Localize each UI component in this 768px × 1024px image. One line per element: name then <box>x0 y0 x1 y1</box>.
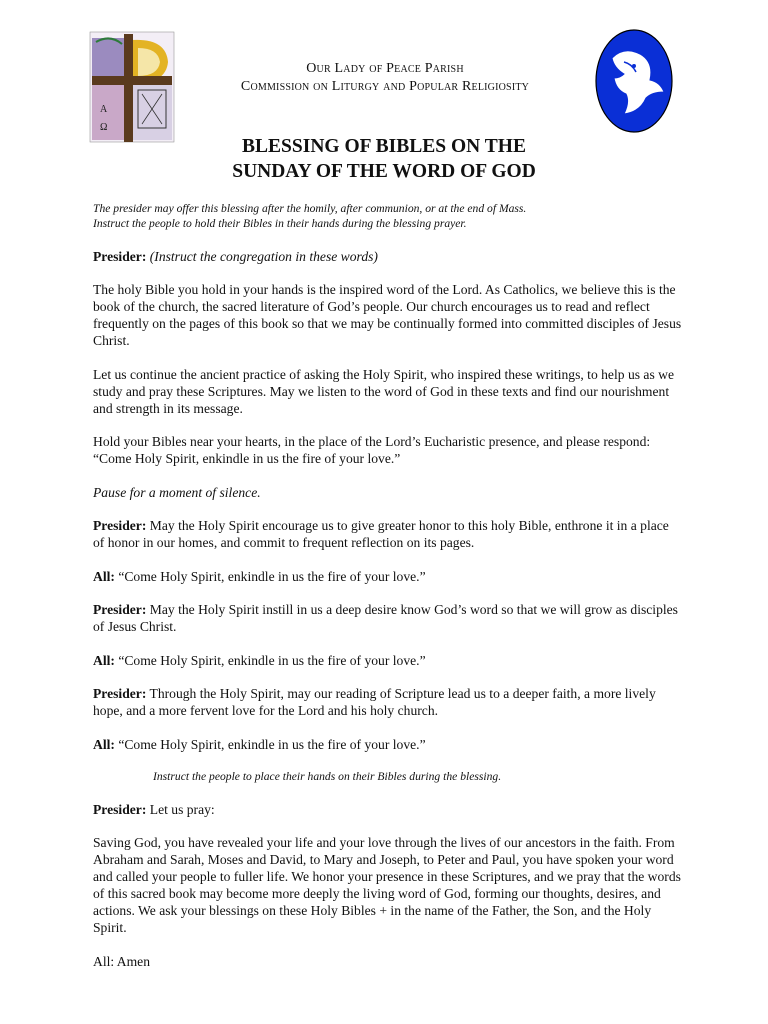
presider-label: Presider: <box>93 602 147 617</box>
alpha-letter: A <box>100 104 108 115</box>
response-3 <box>93 736 683 753</box>
blessing-rubric: Instruct the people to place their hands on their Bibles during the blessing. <box>153 770 502 783</box>
title-line-1: BLESSING OF BIBLES ON THE <box>242 136 526 157</box>
presider-label: Presider: <box>93 801 147 817</box>
parish-name: Our Lady of Peace Parish <box>306 61 464 76</box>
petition-3 <box>93 685 683 719</box>
dove-logo <box>594 28 674 134</box>
response-text: “Come Holy Spirit, enkindle in us the fire of your love.” <box>118 568 426 584</box>
commission-name: Commission on Liturgy and Popular Religiosity <box>240 79 530 94</box>
presider-instruction-line <box>93 248 683 265</box>
petition-2-text: May the Holy Spirit instill in us a deep desire know God’s word so that we will grow as disciples of Jesus Christ. <box>93 602 678 634</box>
paragraph-2: Let us continue the ancient practice of asking the Holy Spirit, who inspired these writings, to help us as we study and pray these Scriptures. May we listen to the word of God in these texts and find our nourishment and strength in its message. <box>93 366 675 416</box>
paragraph-1: The holy Bible you hold in your hands is the inspired word of the Lord. As Catholics, we believe this is the book of the church, the sacred literature of God’s people. Our church encourages us to read and reflect frequently on the pages of this book so that we may be continually formed into committed disciples of Jesus Christ. <box>93 282 682 348</box>
rubric-line-2: Instruct the people to hold their Bibles in their hands during the blessing prayer. <box>93 217 467 230</box>
all-label: All: <box>93 568 115 584</box>
rubric-line-1: The presider may offer this blessing after the homily, after communion, or at the end of Mass. <box>93 202 527 215</box>
petition-3-text: Through the Holy Spirit, may our reading of Scripture lead us to a deeper faith, a more lively hope, and a more fervent love for the Lord and his holy church. <box>93 686 656 718</box>
presider-label: Presider: <box>93 686 147 701</box>
title-line-2: SUNDAY OF THE WORD OF GOD <box>232 161 536 182</box>
petition-2 <box>93 601 683 635</box>
amen-response: All: Amen <box>93 953 151 969</box>
presider-prayer-intro <box>93 801 683 818</box>
presider-label: Presider: <box>93 518 147 533</box>
response-2 <box>93 652 683 669</box>
document-title <box>150 134 618 184</box>
let-us-pray: Let us pray: <box>149 801 215 817</box>
presider-label: Presider: <box>93 248 147 264</box>
petition-1-text: May the Holy Spirit encourage us to give greater honor to this holy Bible, enthrone it in a place of honor in our homes, and commit to frequent reflection on its pages. <box>93 518 669 550</box>
opening-rubric <box>93 201 683 231</box>
all-label: All: <box>93 652 115 668</box>
pause-rubric: Pause for a moment of silence. <box>93 484 261 500</box>
response-1 <box>93 568 683 585</box>
response-text: “Come Holy Spirit, enkindle in us the fire of your love.” <box>118 736 426 752</box>
response-text: “Come Holy Spirit, enkindle in us the fire of your love.” <box>118 652 426 668</box>
paragraph-3: Hold your Bibles near your hearts, in the place of the Lord’s Eucharistic presence, and please respond: “Come Holy Spirit, enkindle in us the fire of your love.” <box>93 434 651 466</box>
omega-letter: Ω <box>100 122 108 133</box>
blessing-prayer: Saving God, you have revealed your life and your love through the lives of our ancestors in the faith. From Abraham and Sarah, Moses and David, to Mary and Joseph, to Peter and Paul, you have spoken your word and called your people to fuller life. We honor your presence in these Scriptures, and we pray that the words of this sacred book may become more deeply the living word of God, forming our thoughts, desires, and actions. We ask your blessings on these Holy Bibles + in the name of the Father, the Son, and the Holy Spirit. <box>93 835 681 935</box>
all-label: All: <box>93 736 115 752</box>
petition-1 <box>93 517 683 551</box>
presider-instruction: (Instruct the congregation in these words) <box>149 248 378 264</box>
document-body <box>93 201 683 986</box>
parish-cross-logo <box>86 28 178 146</box>
